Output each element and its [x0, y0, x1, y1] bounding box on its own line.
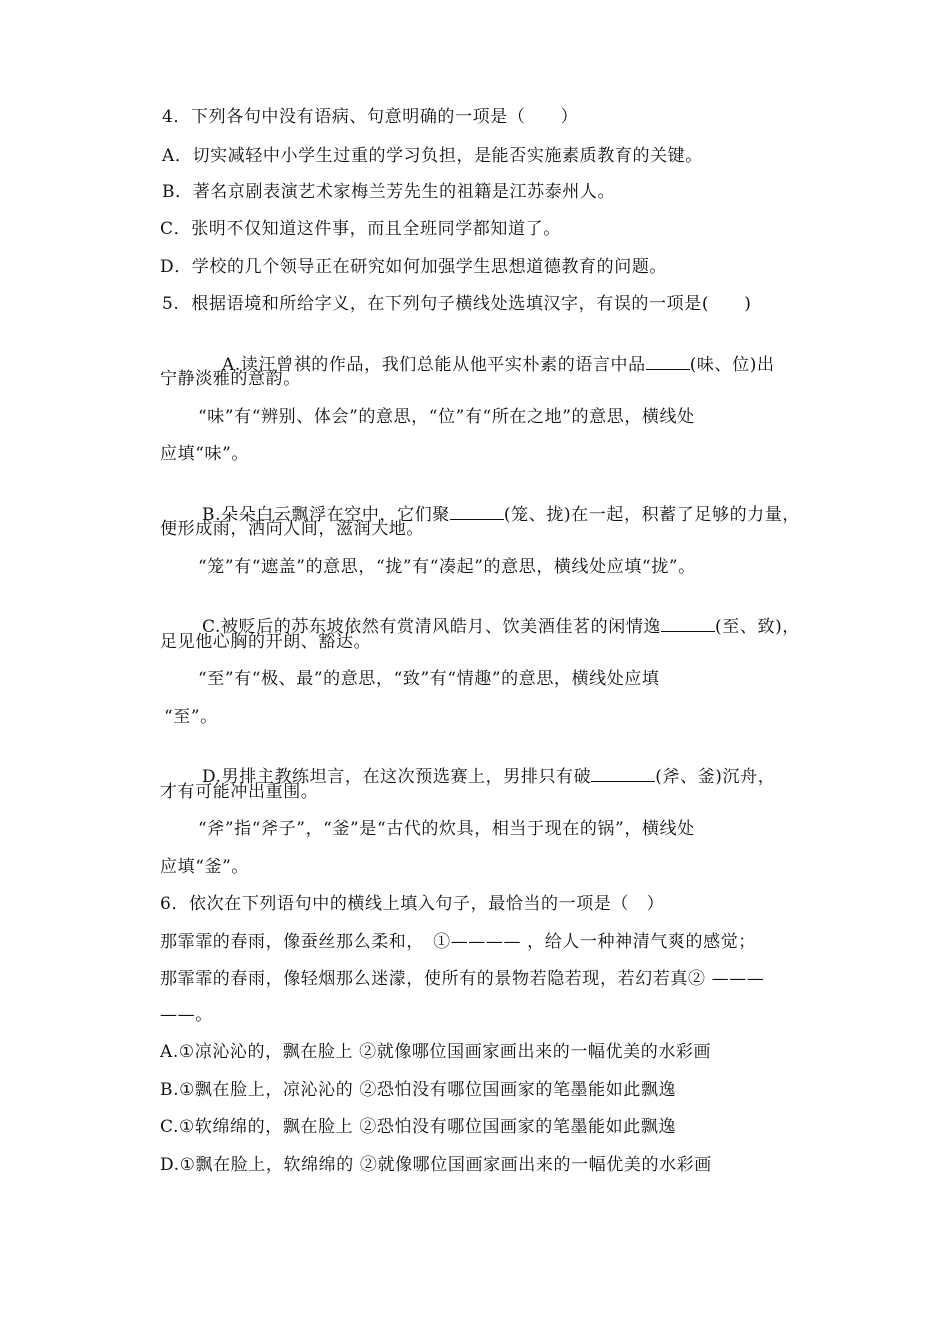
- question-5-option-a-explanation-2: 应填“味”。: [160, 444, 249, 464]
- question-5-option-d-line-2: 才有可能冲出重围。: [160, 782, 319, 802]
- option-d-choices: (斧、釜)沉舟，: [655, 767, 776, 787]
- option-a-choices: (味、位)出: [689, 355, 775, 375]
- question-5-option-a-line-2: 宁静淡雅的意韵。: [160, 369, 301, 389]
- question-6-passage-line-3: ——。: [160, 1005, 213, 1025]
- question-5-option-c-explanation-2: “至”。: [164, 707, 218, 727]
- question-4-option-c: C．张明不仅知道这件事，而且全班同学都知道了。: [160, 219, 561, 239]
- question-5-option-b-line-2: 便形成雨，洒向人间，滋润大地。: [160, 519, 424, 539]
- question-4-option-b: B．著名京剧表演艺术家梅兰芳先生的祖籍是江苏泰州人。: [162, 182, 616, 202]
- fill-blank: [591, 765, 655, 782]
- question-5-option-d-explanation-2: 应填“釜”。: [160, 857, 249, 877]
- option-c-choices: (至、致)，: [715, 617, 800, 637]
- option-c-text: C.被贬后的苏东坡依然有赏清风皓月、饮美酒佳茗的闲情逸: [202, 617, 662, 637]
- question-6-stem: 6．依次在下列语句中的横线上填入句子，最恰当的一项是（ ）: [160, 894, 665, 914]
- question-4-stem: 4．下列各句中没有语病、句意明确的一项是（ ）: [162, 107, 579, 127]
- question-6-option-c: C.①软绵绵的，飘在脸上 ②恐怕没有哪位国画家的笔墨能如此飘逸: [160, 1117, 677, 1137]
- question-5-option-d-explanation-1: “斧”指“斧子”，“釜”是“古代的炊具，相当于现在的锅”，横线处: [198, 819, 695, 839]
- question-6-option-b: B.①飘在脸上，凉沁沁的 ②恐怕没有哪位国画家的笔墨能如此飘逸: [160, 1080, 677, 1100]
- question-5-option-c-explanation-1: “至”有“极、最”的意思，“致”有“情趣”的意思，横线处应填: [198, 669, 660, 689]
- question-5-option-c-line-2: 足见他心胸的开朗、豁达。: [160, 632, 372, 652]
- question-6-option-a: A.①凉沁沁的，飘在脸上 ②就像哪位国画家画出来的一幅优美的水彩画: [160, 1042, 712, 1062]
- option-d-text: D.男排主教练坦言，在这次预选赛上，男排只有破: [202, 767, 592, 787]
- question-6-option-d: D.①飘在脸上，软绵绵的 ②就像哪位国画家画出来的一幅优美的水彩画: [160, 1155, 712, 1175]
- option-a-text: A.读汪曾祺的作品，我们总能从他平实朴素的语言中品: [222, 355, 646, 375]
- option-b-choices: (笼、拢)在一起，积蓄了足够的力量，: [503, 505, 800, 525]
- question-6-passage-line-1: 那霏霏的春雨，像蚕丝那么柔和， ①———— ，给人一种神清气爽的感觉；: [160, 932, 756, 952]
- fill-blank: [450, 503, 504, 520]
- question-5-option-b-explanation: “笼”有“遮盖”的意思，“拢”有“凑起”的意思，横线处应填“拢”。: [198, 557, 696, 577]
- question-4-option-a: A．切实减轻中小学生过重的学习负担，是能否实施素质教育的关键。: [162, 146, 703, 166]
- option-b-text: B.朵朵白云飘浮在空中，它们聚: [202, 505, 450, 525]
- question-5-option-a-explanation-1: “味”有“辨别、体会”的意思，“位”有“所在之地”的意思，横线处: [198, 407, 695, 427]
- question-4-option-d: D．学校的几个领导正在研究如何加强学生思想道德教育的问题。: [160, 257, 668, 277]
- fill-blank: [661, 615, 715, 632]
- question-5-stem: 5. 根据语境和所给字义，在下列句子横线处选填汉字，有误的一项是( ): [162, 294, 752, 314]
- question-6-passage-line-2: 那霏霏的春雨，像轻烟那么迷濛，使所有的景物若隐若现，若幻若真② ———: [160, 969, 765, 989]
- fill-blank: [646, 353, 690, 370]
